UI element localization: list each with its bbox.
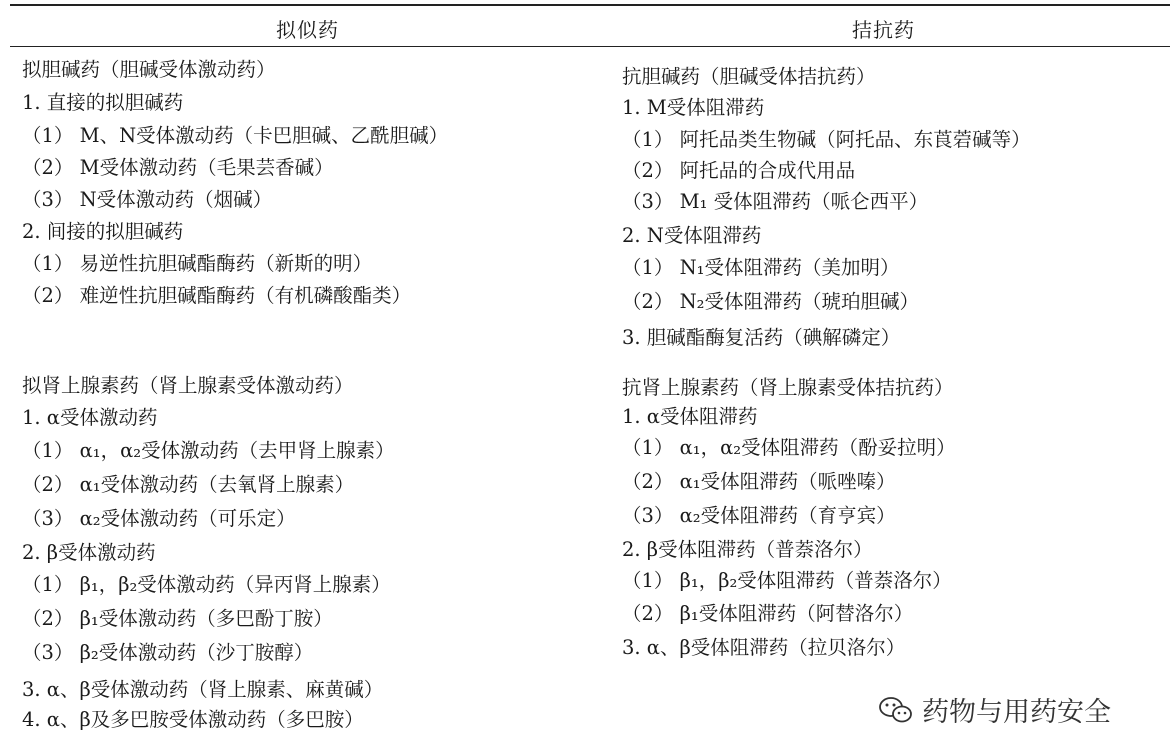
list-item: （2） M受体激动药（毛果芸香碱） [22, 156, 334, 179]
list-item: 4. α、β及多巴胺受体激动药（多巴胺） [22, 708, 364, 731]
table-top-rule [10, 4, 1170, 6]
list-item: （2） α₁受体激动药（去氧肾上腺素） [22, 473, 355, 496]
header-agonists: 拟似药 [276, 18, 339, 42]
list-item: 3. 胆碱酯酶复活药（碘解磷定） [622, 326, 901, 349]
list-item: （2） α₁受体阻滞药（哌唑嗪） [622, 470, 896, 493]
list-item: 1. 直接的拟胆碱药 [22, 91, 184, 114]
watermark-text: 药物与用药安全 [922, 697, 1111, 728]
list-item: （2） β₁受体激动药（多巴酚丁胺） [22, 607, 333, 630]
list-item: 2. β受体阻滞药（普萘洛尔） [622, 538, 873, 561]
list-item: （3） α₂受体激动药（可乐定） [22, 507, 296, 530]
list-item: （2） 阿托品的合成代用品 [622, 159, 856, 182]
list-item: （2） N₂受体阻滞药（琥珀胆碱） [622, 290, 919, 313]
table-header-rule [10, 46, 1170, 47]
list-item: 2. 间接的拟胆碱药 [22, 220, 184, 243]
list-item: 3. α、β受体激动药（肾上腺素、麻黄碱） [22, 678, 384, 701]
list-item: 2. N受体阻滞药 [622, 224, 762, 247]
list-item: 抗胆碱药（胆碱受体拮抗药） [622, 65, 876, 88]
list-item: 拟胆碱药（胆碱受体激动药） [22, 58, 276, 81]
list-item: 2. β受体激动药 [22, 541, 156, 564]
list-item: （2） 难逆性抗胆碱酯酶药（有机磷酸酯类） [22, 284, 412, 307]
header-antagonists: 拮抗药 [852, 18, 915, 42]
list-item: （1） N₁受体阻滞药（美加明） [622, 256, 900, 279]
wechat-icon [878, 695, 914, 725]
list-item: （1） α₁，α₂受体阻滞药（酚妥拉明） [622, 436, 956, 459]
list-item: 1. α受体激动药 [22, 406, 158, 429]
list-item: （3） α₂受体阻滞药（育亨宾） [622, 504, 896, 527]
list-item: （1） β₁，β₂受体激动药（异丙肾上腺素） [22, 573, 391, 596]
list-item: 1. M受体阻滞药 [622, 96, 765, 119]
list-item: （2） β₁受体阻滞药（阿替洛尔） [622, 602, 914, 625]
list-item: （3） M₁ 受体阻滞药（哌仑西平） [622, 190, 929, 213]
list-item: 1. α受体阻滞药 [622, 405, 758, 428]
list-item: （1） 阿托品类生物碱（阿托品、东莨菪碱等） [622, 128, 1031, 151]
list-item: （3） β₂受体激动药（沙丁胺醇） [22, 641, 314, 664]
list-item: （1） 易逆性抗胆碱酯酶药（新斯的明） [22, 252, 373, 275]
list-item: 拟肾上腺素药（肾上腺素受体激动药） [22, 374, 354, 397]
list-item: （3） N受体激动药（烟碱） [22, 188, 273, 211]
list-item: （1） β₁，β₂受体阻滞药（普萘洛尔） [622, 569, 952, 592]
list-item: 抗肾上腺素药（肾上腺素受体拮抗药） [622, 376, 954, 399]
watermark [878, 690, 1111, 729]
list-item: 3. α、β受体阻滞药（拉贝洛尔） [622, 636, 906, 659]
list-item: （1） M、N受体激动药（卡巴胆碱、乙酰胆碱） [22, 124, 449, 147]
list-item: （1） α₁，α₂受体激动药（去甲肾上腺素） [22, 439, 395, 462]
